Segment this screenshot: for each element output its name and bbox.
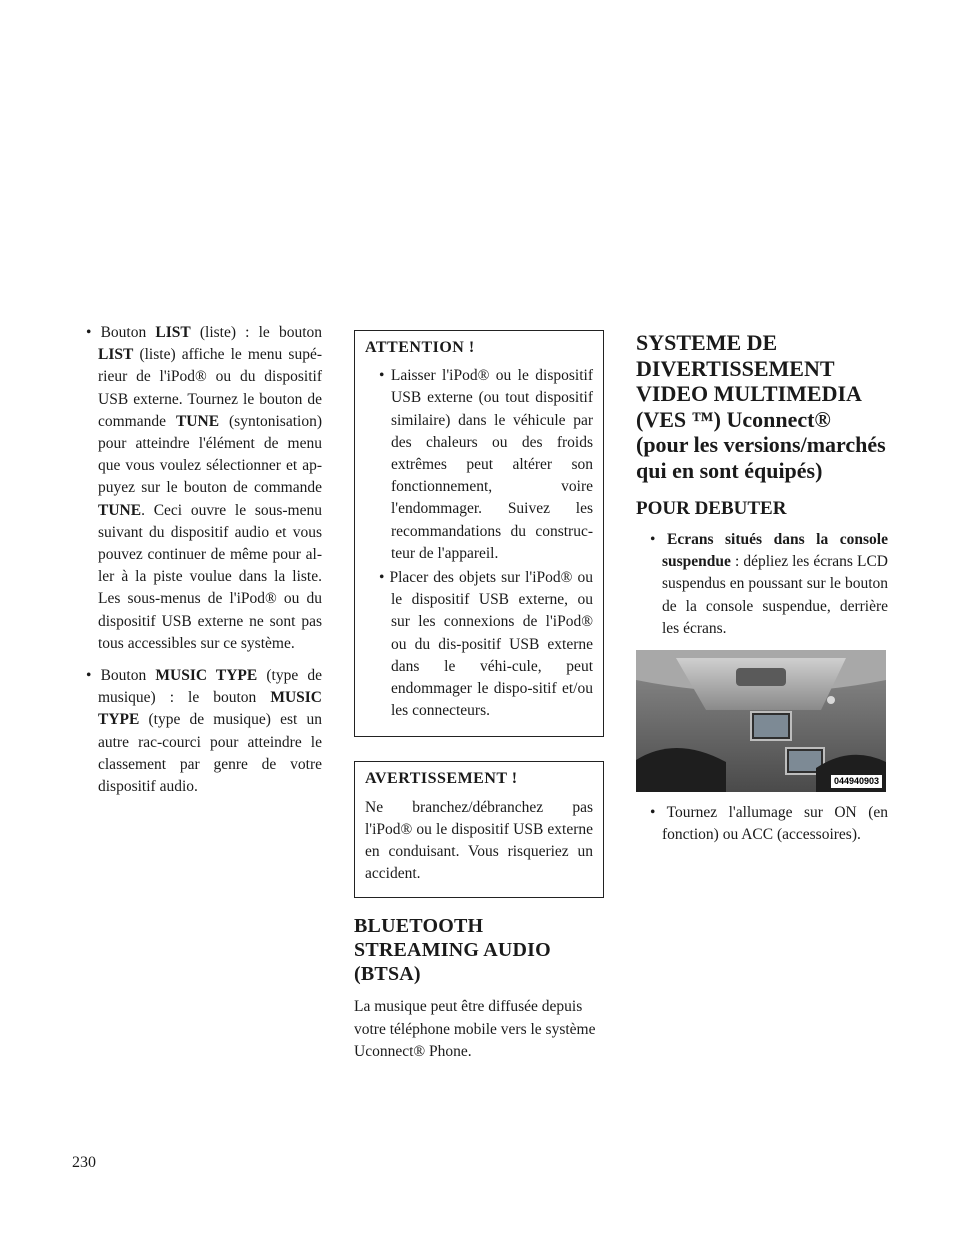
keyword-music-type: MUSIC TYPE <box>98 689 322 729</box>
keyword-music-type: MUSIC TYPE <box>155 667 258 685</box>
attention-box <box>354 330 604 737</box>
photo-reference-code: 044940903 <box>831 775 882 788</box>
attention-list <box>365 365 593 722</box>
list-item-overhead-screens: • Ecrans situés dans la console suspendue : dépliez les écrans LCD suspendus en poussant sur le bouton de la console suspendue, derrière les écrans. <box>650 531 888 637</box>
item-text: Bouton <box>100 667 156 685</box>
page-number: 230 <box>72 1154 96 1171</box>
list-item-ignition: • Tournez l'allumage sur ON (en fonction) ou ACC (accessoires). <box>650 804 888 844</box>
warning-box <box>354 761 604 898</box>
attention-text: Placer des objets sur l'iPod® ou le dispositif USB externe, ou sur les connexions de l'iPod® ou du dis-positif USB externe dans le véhi-cule, peut endommager le dispo-sitif et/ou les connecteurs. <box>389 569 593 720</box>
getting-started-list <box>636 529 888 640</box>
column-right <box>636 330 888 856</box>
btsa-body: La musique peut être diffusée depuis votre téléphone mobile vers le système Uconnect® Phone. <box>354 998 596 1060</box>
item-text: (liste) affiche le menu supé-rieur de l'iPod® ou du dispositif USB externe. Tournez le bouton de commande <box>98 346 322 430</box>
attention-item: • Laisser l'iPod® ou le dispositif USB externe (ou tout dispositif similaire) dans le véhicule par des chaleurs ou des froids extrêmes peut altérer son fonctionnement, voire l'endommager. Suivez les recommandations du construc-teur de l'appareil. <box>379 367 593 562</box>
keyword-tune: TUNE <box>98 501 142 519</box>
item-text: (syntonisation) pour atteindre l'élément de menu que vous voulez sélectionner et ap-puyez sur le bouton de commande <box>98 412 322 497</box>
keyword-list: LIST <box>155 324 191 341</box>
keyword-list: LIST <box>98 346 134 364</box>
list-item-list-button: • Bouton LIST (liste) : le bouton LIST (liste) affiche le menu supé-rieur de l'iPod® ou du dispositif USB externe. Tournez le bouton de commande TUNE (syntonisation) pour atteindre l'élément de menu que vous voulez sélectionner et ap-puyez sur le bouton de commande TUNE. Ceci ouvre le sous-menu suivant du dispositif audio et vous pouvez continuer de même pour al-ler à la piste voulue dans la liste. Les sous-menus de l'iPod® ou du dispositif USB externe ne sont pas tous accessibles sur ce système. <box>86 324 322 652</box>
attention-title: ATTENTION ! <box>365 339 475 356</box>
overhead-console-illustration <box>636 650 886 792</box>
item-bold: Ecrans situés dans la console suspendue <box>662 531 888 571</box>
item-text: : dépliez les écrans LCD suspendus en poussant sur le bouton de la console suspendue, derrière les écrans. <box>662 553 888 637</box>
keyword-tune: TUNE <box>175 412 220 430</box>
attention-item: • Placer des objets sur l'iPod® ou le dispositif USB externe, ou sur les connexions de l'iPod® ou du dis-positif USB externe dans le véhi-cule, peut endommager le dispo-sitif et/ou les connecteurs. <box>379 569 593 720</box>
item-text: Bouton <box>100 324 156 341</box>
item-text: . Ceci ouvre le sous-menu suivant du dispositif audio et vous pouvez continuer de même pour al-ler à la piste voulue dans la liste. Les sous-menus de l'iPod® ou du dispositif USB externe ne sont pas tous accessibles sur ce système. <box>98 501 322 652</box>
item-text: Tournez l'allumage sur ON (en fonction) ou ACC (accessoires). <box>662 804 888 844</box>
column-left <box>72 322 322 808</box>
subheading-getting-started: POUR DEBUTER <box>636 498 787 519</box>
warning-text: Ne branchez/débranchez pas l'iPod® ou le dispositif USB externe en conduisant. Vous risqueriez un accident. <box>365 798 593 883</box>
attention-text: Laisser l'iPod® ou le dispositif USB externe (ou tout dispositif similaire) dans le véhicule par des chaleurs ou des froids extrêmes peut altérer son fonctionnement, voire l'endommager. Suivez les recommandations du construc-teur de l'appareil. <box>390 367 593 562</box>
item-text: (liste) : le bouton <box>190 324 322 341</box>
overhead-console-photo <box>636 650 886 792</box>
section-heading-btsa: BLUETOOTH STREAMING AUDIO (BTSA) <box>354 915 551 986</box>
button-list <box>72 322 322 798</box>
item-text: (type de musique) est un autre rac-courci pour atteindre le classement par genre de votre dispositif audio. <box>98 711 322 796</box>
section-heading-ves: SYSTEME DE DIVERTISSEMENT VIDEO MULTIMEDIA (VES ™) Uconnect® (pour les versions/marchés qui en sont équipés) <box>636 330 886 483</box>
column-middle <box>354 330 604 1063</box>
ignition-list <box>636 802 888 846</box>
warning-title: AVERTISSEMENT ! <box>365 770 518 788</box>
item-text: (type de musique) : le bouton <box>98 667 323 707</box>
list-item-music-type-button: • Bouton MUSIC TYPE (type de musique) : le bouton MUSIC TYPE (type de musique) est un autre rac-courci pour atteindre le classement par genre de votre dispositif audio. <box>86 667 323 796</box>
